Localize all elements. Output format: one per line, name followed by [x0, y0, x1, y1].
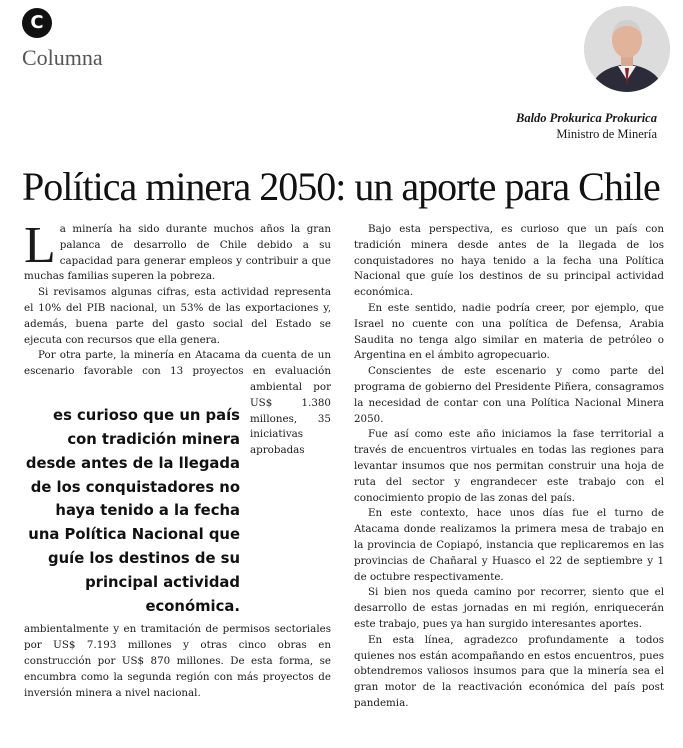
paragraph: En este contexto, hace unos días fue el turno de Atacama donde realizamos la primera mesa de trabajo en la provincia de Copiapó, instancia que replicaremos en las provincias de Chañaral y Huasco el 22 de septiembre y 1 de octubre respectivamente. [354, 507, 664, 583]
paragraph: Conscientes de este escenario y como parte del programa de gobierno del Presidente Piñera, consagramos la necesidad de contar con una Política Nacional Minera 2050. [354, 365, 664, 425]
drop-cap: L [24, 217, 56, 274]
article-title: Política minera 2050: un aporte para Chile [22, 164, 660, 209]
byline [516, 110, 657, 142]
article-column-1 [24, 217, 331, 701]
paragraph-text: Si revisamos algunas cifras, esta actividad representa el 10% del PIB nacional, un 53% de las exportaciones y, además, buena parte del gasto social del Estado se ejecuta con recursos que ella genera. [24, 286, 331, 346]
paragraph: Por otra parte, la minería en Atacama da cuenta de un escenario favorable con 13 proyectos en evaluación ambiental por US$ 1.380 millones, 35 iniciativas aprobadas ambientalmente y en tramitación de permisos sectoriales por US$ 7.193 millones y otras cinco obras en construcción por US$ 870 millones. De esta forma, se encumbra como la segunda región con más proyectos de inversión minera a nivel nacional. [24, 349, 331, 699]
article-column-2 [354, 222, 664, 712]
paragraph-text: a minería ha sido durante muchos años la gran palanca de desarrollo de Chile debido a su capacidad para generar empleos y contribuir a que muchas familias superen la pobreza. [24, 223, 331, 283]
author-portrait-icon [584, 6, 670, 92]
section-label: Columna [22, 45, 103, 70]
paragraph: Si bien nos queda camino por recorrer, siento que el desarrollo de estas jornadas en mi región, enriquecerán este trabajo, pues ya han surgido interesantes aportes. [354, 586, 664, 630]
paragraph [24, 217, 331, 285]
paragraph: En este sentido, nadie podría creer, por ejemplo, que Israel no cuente con una política de Defensa, Arabia Saudita no tenga algo similar en materia de petróleo o Argentina en el ámbito agropecuario. [354, 301, 664, 362]
paragraph: Fue así como este año iniciamos la fase territorial a través de encuentros virtuales en todas las regiones para levantar insumos que nos permitan construir una hoja de ruta del sector y engrandecer este trabajo con el conocimiento propio de las zonas del país. [354, 428, 664, 504]
author-name: Baldo Prokurica Prokurica [516, 111, 657, 125]
author-photo [584, 6, 670, 92]
paragraph: En esta línea, agradezco profundamente a todos quienes nos están acompañando en estos encuentros, pues obtendremos valiosos insumos para que la minería sea el gran motor de la reactivación económica del país post pandemia. [354, 633, 664, 709]
author-role: Ministro de Minería [556, 127, 657, 141]
section-badge: C [22, 8, 52, 38]
pull-quote: es curioso que un país con tradición minera desde antes de la llegada de los conquistadores no haya tenido a la fecha una Política Nacional que guíe los destinos de su principal actividad económica. [25, 407, 240, 615]
paragraph: Bajo esta perspectiva, es curioso que un país con tradición minera desde antes de la llegada de los conquistadores no haya tenido a la fecha una Política Nacional que guíe los destinos de su principal actividad económica. [354, 223, 664, 299]
